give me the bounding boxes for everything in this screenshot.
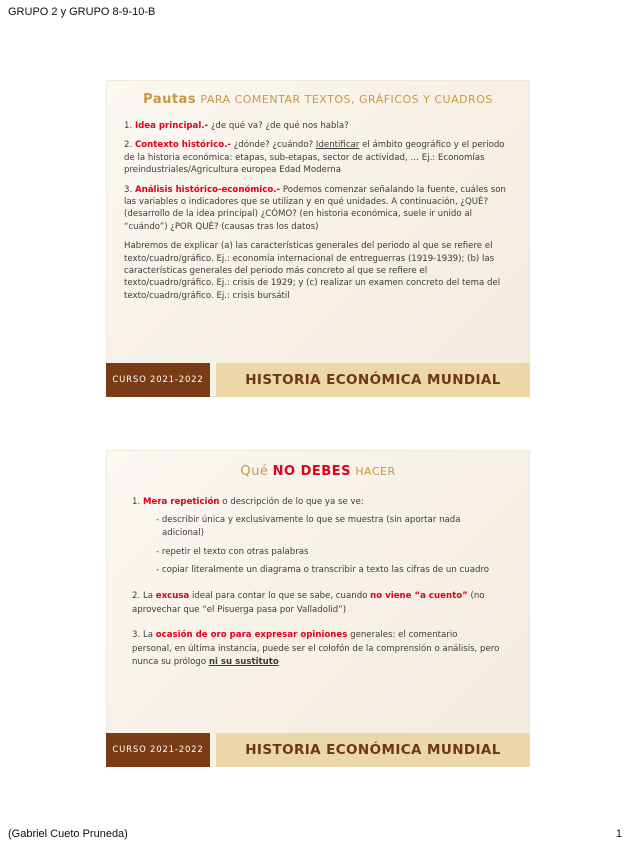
item-mera-repeticion xyxy=(132,496,500,510)
paragraph-text: o descripción de lo que ya se ve: xyxy=(222,497,364,507)
sub-item: - repetir el texto con otras palabras xyxy=(156,546,309,557)
item-excusa xyxy=(132,590,500,617)
title-bold: NO DEBES xyxy=(272,464,351,479)
subject-title: HISTORIA ECONÓMICA MUNDIAL xyxy=(216,363,530,397)
slide-title xyxy=(106,92,530,107)
sub-list xyxy=(150,514,500,578)
paragraph-text: (no aprovechar que “el Pisuerga pasa por Valladolid”) xyxy=(132,590,485,615)
term-highlight: ocasión de oro para expresar opiniones xyxy=(155,630,348,641)
course-label: CURSO 2021-2022 xyxy=(106,363,210,397)
paragraph-text: ideal para contar lo que se sabe, cuando xyxy=(191,590,368,601)
item-opiniones xyxy=(132,629,500,670)
sub-item-text: describir única y exclusivamente lo que se muestra (sin aportar nada adicional) xyxy=(161,514,461,539)
term-highlight: Mera repetición xyxy=(142,497,220,507)
paragraph-text: Podemos comenzar señalando la fuente, cuáles son las variables o indicadores que se utilizan y en qué unidades. A continuación, ¿QUÉ? (desarrollo de la idea principal) ¿CÓMO? (en historia económica, suele ir unido al “cuándo”) ¿POR QUÉ? (causas tras los datos) xyxy=(124,184,506,232)
item-number: 3. xyxy=(124,184,133,195)
item-number: 2. xyxy=(132,590,141,601)
subject-title: HISTORIA ECONÓMICA MUNDIAL xyxy=(216,733,530,767)
underlined-text: ni su sustituto xyxy=(208,657,279,668)
paragraph-analisis xyxy=(124,184,516,234)
underlined-text: Identificar xyxy=(315,140,360,151)
paragraph-text: La xyxy=(142,590,153,601)
slide-content xyxy=(132,496,500,677)
slide-title xyxy=(106,464,530,479)
item-number: 1. xyxy=(132,497,141,507)
item-number: 1. xyxy=(124,121,133,131)
paragraph-text: el ámbito geográfico y el periodo de la historia económica: etapas, sub-etapas, sector de actividad, … Ej.: Economías preindustriales/Agricultura europea Edad Moderna xyxy=(124,140,505,176)
course-label: CURSO 2021-2022 xyxy=(106,733,210,767)
page-header: GRUPO 2 y GRUPO 8-9-10-B xyxy=(8,6,156,18)
page-number: 1 xyxy=(615,828,622,840)
sub-item-text: copiar literalmente un diagrama o transcribir a texto las cifras de un cuadro xyxy=(161,565,490,576)
title-rest: PARA COMENTAR TEXTOS, GRÁFICOS Y CUADROS xyxy=(200,93,493,106)
sub-item: - describir única y exclusivamente lo que se muestra (sin aportar nada adicional) xyxy=(156,514,461,539)
item-number: 3. xyxy=(132,630,141,641)
term-highlight: no viene “a cuento” xyxy=(370,590,468,601)
slide-no-debes xyxy=(106,450,530,767)
paragraph-idea-principal xyxy=(124,120,516,132)
paragraph-text: ¿dónde? ¿cuándo? xyxy=(233,140,314,151)
title-word: Pautas xyxy=(143,92,197,107)
paragraph-explicar: Habremos de explicar (a) las características generales del periodo al que se refiere el texto/cuadro/gráfico. Ej.: economía internacional de entreguerras (1919-1939); (b) las características generales del periodo más concreto al que se refiere el texto/cuadro/gráfico. Ej.: crisis de 1929; y (c) realizar un examen concreto del tema del texto/cuadro/gráfico. Ej.: crisis bursátil xyxy=(124,241,501,301)
term-highlight: excusa xyxy=(155,590,190,601)
sub-item-text: repetir el texto con otras palabras xyxy=(161,546,309,557)
term-highlight: Análisis histórico-económico.- xyxy=(134,184,281,195)
paragraph-contexto xyxy=(124,139,516,176)
item-number: 2. xyxy=(124,140,133,151)
paragraph-text: ¿de qué va? ¿de qué nos habla? xyxy=(210,121,349,131)
slide-pautas xyxy=(106,80,530,397)
author-footer: (Gabriel Cueto Pruneda) xyxy=(8,828,128,840)
title-post: HACER xyxy=(355,465,396,478)
term-highlight: Idea principal.- xyxy=(134,121,209,131)
paragraph-text: La xyxy=(142,630,153,641)
paragraph-text: generales: el comentario personal, en última instancia, puede ser el colofón de la comprensión o análisis, pero nunca su prólogo xyxy=(132,630,500,668)
slide-content xyxy=(124,120,516,309)
title-pre: Qué xyxy=(240,464,269,479)
sub-item: - copiar literalmente un diagrama o transcribir a texto las cifras de un cuadro xyxy=(156,565,490,576)
term-highlight: Contexto histórico.- xyxy=(134,140,231,151)
